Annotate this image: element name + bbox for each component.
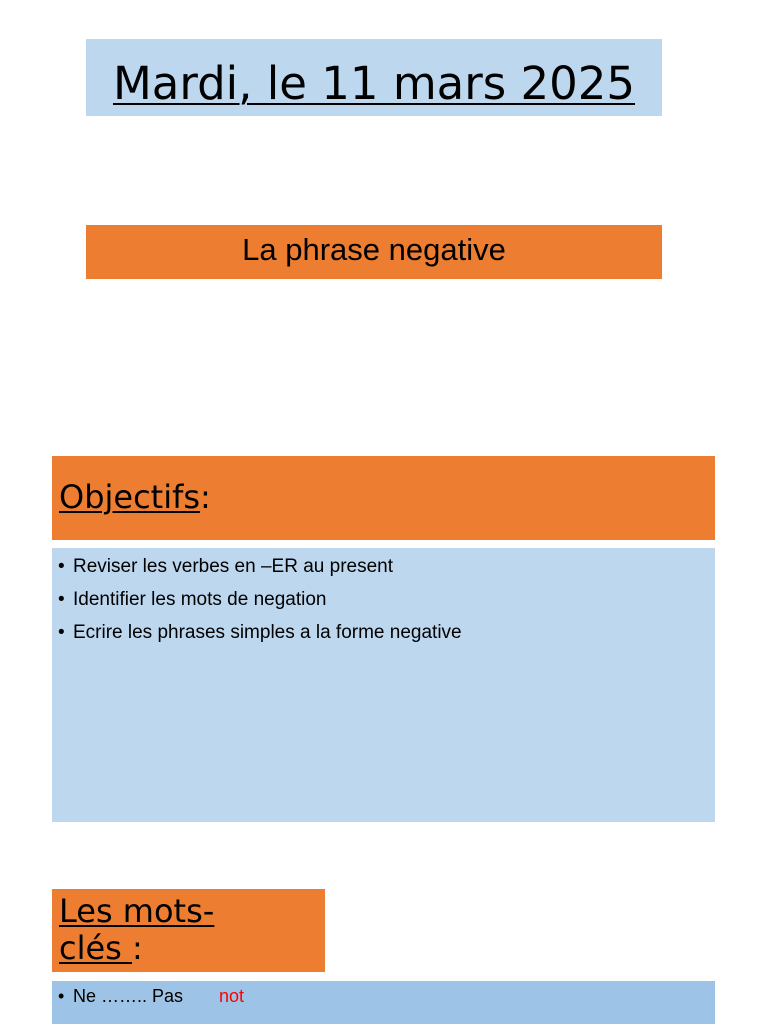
keywords-panel [52,981,715,1024]
keyword-translation: not [219,986,245,1006]
date-banner [86,39,662,116]
keywords-heading-line2: clés [59,929,133,967]
topic-title: La phrase negative [242,232,506,267]
bullet-icon: • [58,556,65,577]
list-item [58,616,715,649]
objectives-list [58,550,715,649]
objectives-heading-colon: : [200,478,211,516]
objective-text: Identifier les mots de negation [73,589,327,610]
bullet-icon: • [58,622,65,643]
objective-text: Ecrire les phrases simples a la forme negative [73,622,462,643]
keywords-heading [59,893,214,967]
list-item [58,983,715,1009]
date-title: Mardi, le 11 mars 2025 [112,57,636,110]
keywords-heading-colon: : [132,929,143,967]
objective-text: Reviser les verbes en –ER au present [73,556,393,577]
list-item [58,550,715,583]
keyword-text: Ne …….. Pas [73,986,184,1006]
keywords-heading-line1: Les mots- [59,892,215,930]
objectives-header [52,456,715,540]
objectives-panel [52,548,715,822]
keywords-header [52,889,325,972]
bullet-icon: • [58,986,65,1006]
list-item [58,583,715,616]
bullet-icon: • [58,589,65,610]
objectives-heading-text: Objectifs [59,478,201,516]
topic-banner [86,225,662,279]
objectives-heading [59,478,211,516]
keywords-list [58,983,715,1009]
